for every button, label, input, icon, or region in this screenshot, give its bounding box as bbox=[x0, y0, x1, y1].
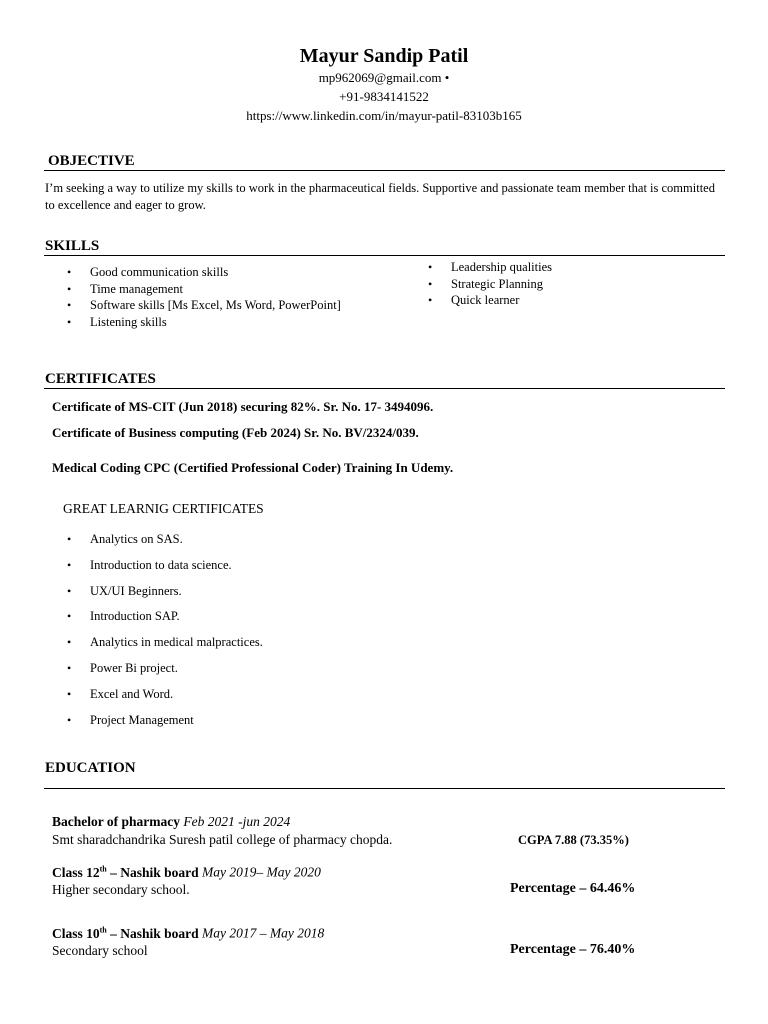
list-item: • Listening skills bbox=[45, 314, 341, 331]
education-entry-degree bbox=[52, 814, 290, 830]
objective-divider bbox=[44, 170, 725, 171]
list-item: • Excel and Word. bbox=[45, 682, 263, 708]
list-item: • Quick learner bbox=[406, 292, 552, 309]
education-heading: EDUCATION bbox=[45, 760, 136, 776]
degree-dates: Feb 2021 -jun 2024 bbox=[183, 814, 291, 829]
candidate-name: Mayur Sandip Patil bbox=[299, 45, 469, 67]
degree-superscript: th bbox=[99, 864, 107, 873]
list-item: • Time management bbox=[45, 281, 341, 298]
degree-board: – Nashik board bbox=[106, 864, 199, 880]
degree-superscript: th bbox=[99, 925, 107, 934]
certificates-divider bbox=[44, 388, 725, 389]
skills-heading: SKILLS bbox=[45, 238, 100, 254]
degree-dates: May 2019– May 2020 bbox=[202, 864, 321, 880]
institution: Higher secondary school. bbox=[52, 882, 190, 897]
skills-list-right bbox=[406, 259, 552, 309]
certificate-business-computing: Certificate of Business computing (Feb 2024) Sr. No. BV/2324/039. bbox=[52, 425, 419, 440]
list-item: • Introduction SAP. bbox=[45, 604, 263, 630]
education-entry-class12 bbox=[52, 864, 321, 881]
list-item: • Good communication skills bbox=[45, 264, 341, 281]
certificates-heading: CERTIFICATES bbox=[45, 371, 156, 387]
certificate-ms-cit: Certificate of MS-CIT (Jun 2018) securing 82%. Sr. No. 17- 3494096. bbox=[52, 399, 434, 414]
score-cgpa: CGPA 7.88 (73.35%) bbox=[518, 833, 629, 847]
objective-text: I’m seeking a way to utilize my skills to work in the pharmaceutical fields. Supportive and passionate team member that is committed to excellence and eager to grow. bbox=[45, 181, 715, 212]
linkedin-url: https://www.linkedin.com/in/mayur-patil-83103b165 bbox=[246, 108, 522, 123]
degree-board: – Nashik board bbox=[106, 925, 199, 941]
education-divider bbox=[44, 788, 725, 789]
score-percentage: Percentage – 64.46% bbox=[510, 881, 636, 896]
degree-name: Bachelor of pharmacy bbox=[52, 814, 180, 829]
skills-divider bbox=[44, 255, 725, 256]
great-learning-list bbox=[45, 527, 263, 733]
score-percentage: Percentage – 76.40% bbox=[510, 942, 636, 957]
certificate-medical-coding: Medical Coding CPC (Certified Professional Coder) Training In Udemy. bbox=[52, 460, 454, 475]
phone: +91-9834141522 bbox=[339, 89, 429, 104]
institution: Secondary school bbox=[52, 943, 148, 958]
list-item: • Analytics on SAS. bbox=[45, 527, 263, 553]
email: mp962069@gmail.com • bbox=[318, 70, 450, 85]
degree-name: Class 10 bbox=[52, 925, 100, 941]
institution: Smt sharadchandrika Suresh patil college of pharmacy chopda. bbox=[52, 832, 393, 847]
skills-list-left bbox=[45, 264, 341, 330]
objective-heading: OBJECTIVE bbox=[48, 153, 135, 169]
degree-dates: May 2017 – May 2018 bbox=[202, 925, 325, 941]
list-item: • Leadership qualities bbox=[406, 259, 552, 276]
education-entry-class10 bbox=[52, 925, 324, 942]
degree-name: Class 12 bbox=[52, 864, 100, 880]
list-item: • Strategic Planning bbox=[406, 276, 552, 293]
great-learning-heading: GREAT LEARNIG CERTIFICATES bbox=[63, 501, 264, 516]
list-item: • Introduction to data science. bbox=[45, 553, 263, 579]
list-item: • Project Management bbox=[45, 708, 263, 734]
list-item: • UX/UI Beginners. bbox=[45, 579, 263, 605]
list-item: • Software skills [Ms Excel, Ms Word, PowerPoint] bbox=[45, 297, 341, 314]
list-item: • Power Bi project. bbox=[45, 656, 263, 682]
list-item: • Analytics in medical malpractices. bbox=[45, 630, 263, 656]
